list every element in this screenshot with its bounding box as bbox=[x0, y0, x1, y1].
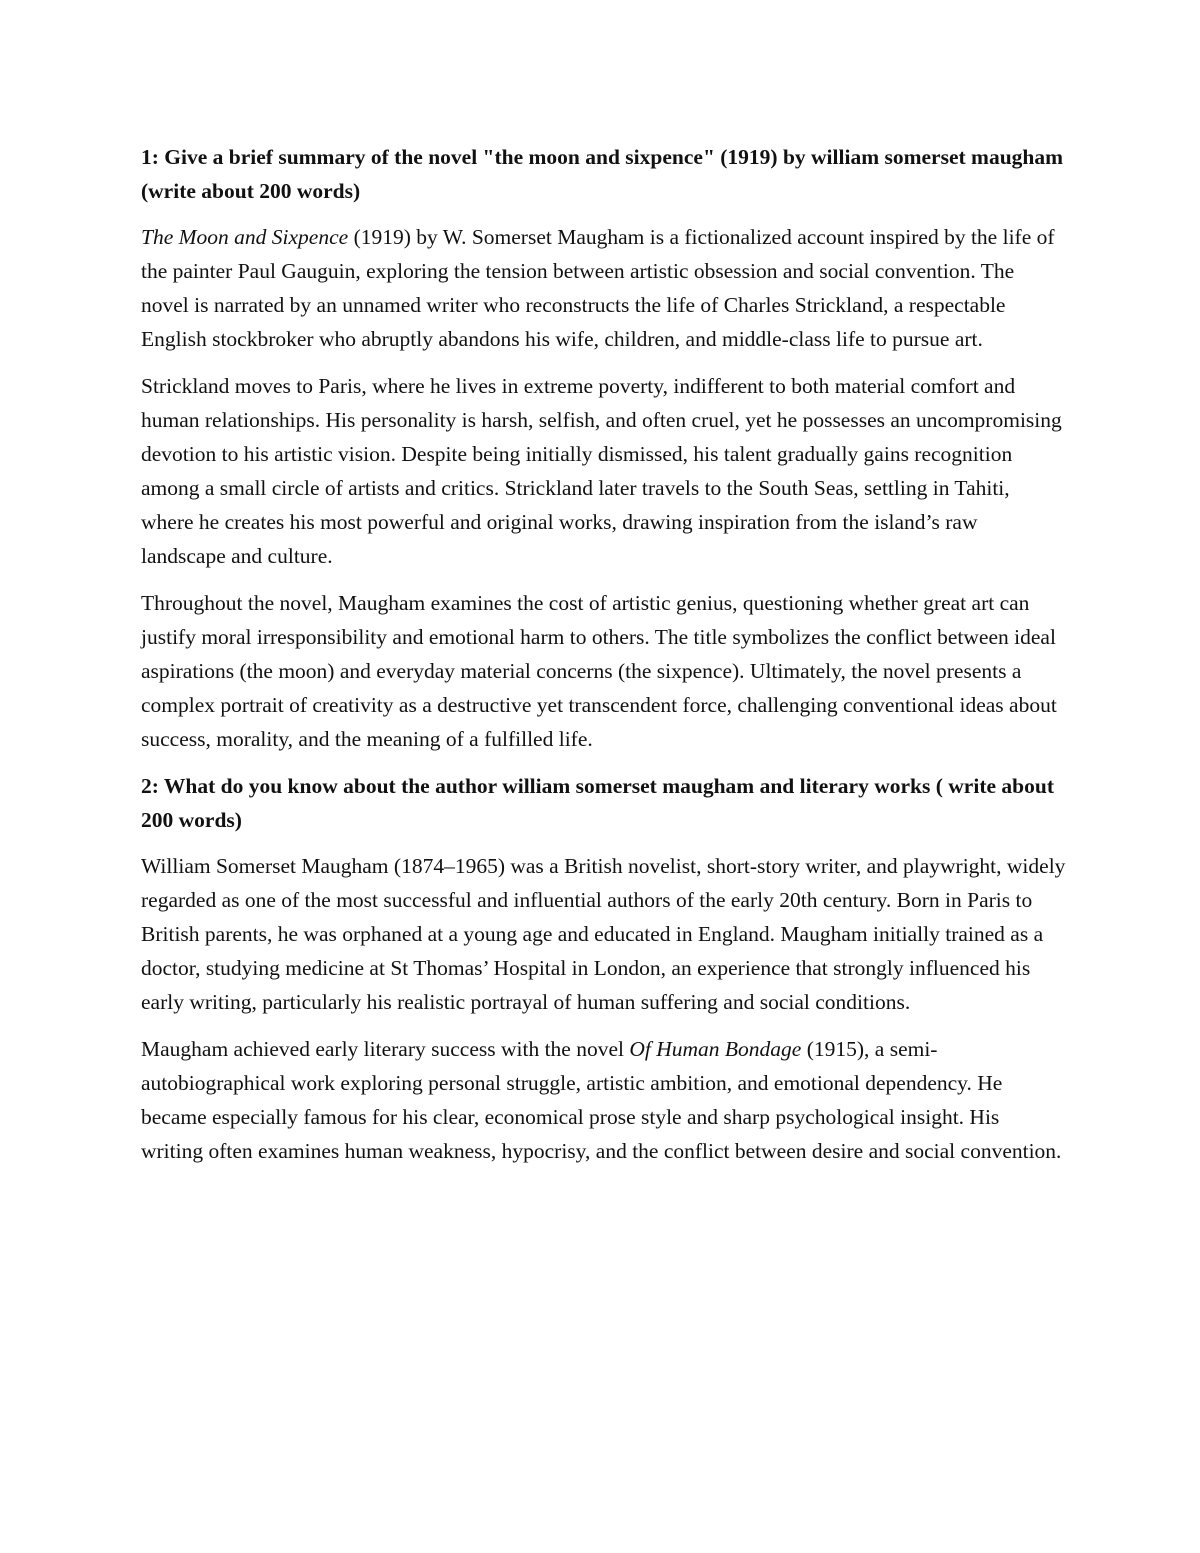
paragraph-text-before: Maugham achieved early literary success with the novel bbox=[141, 1037, 630, 1061]
novel-title: The Moon and Sixpence bbox=[141, 225, 349, 249]
question-2-paragraph-2 bbox=[141, 1032, 1066, 1168]
question-1-paragraph-2: Strickland moves to Paris, where he lives in extreme poverty, indifferent to both material comfort and human relationships. His personality is harsh, selfish, and often cruel, yet he possesses an uncompromising devotion to his artistic vision. Despite being initially dismissed, his talent gradually gains recognition among a small circle of artists and critics. Strickland later travels to the South Seas, settling in Tahiti, where he creates his most powerful and original works, drawing inspiration from the island’s raw landscape and culture. bbox=[141, 374, 1062, 568]
document-page bbox=[141, 140, 1066, 1181]
question-2-paragraph-1: William Somerset Maugham (1874–1965) was a British novelist, short-story writer, and playwright, widely regarded as one of the most successful and influential authors of the early 20th century. Born in Paris to British parents, he was orphaned at a young age and educated in England. Maugham initially trained as a doctor, studying medicine at St Thomas’ Hospital in London, an experience that strongly influenced his early writing, particularly his realistic portrayal of human suffering and social conditions. bbox=[141, 854, 1066, 1014]
paragraph-text-after: (1915), a semi-autobiographical work exploring personal struggle, artistic ambition, and emotional dependency. He became especially famous for his clear, economical prose style and sharp psychological insight. His writing often examines human weakness, hypocrisy, and the conflict between desire and social convention. bbox=[141, 1037, 1062, 1163]
paragraph-text: (1919) by W. Somerset Maugham is a fictionalized account inspired by the life of the painter Paul Gauguin, exploring the tension between artistic obsession and social convention. The novel is narrated by an unnamed writer who reconstructs the life of Charles Strickland, a respectable English stockbroker who abruptly abandons his wife, children, and middle-class life to pursue art. bbox=[141, 225, 1055, 351]
question-2-heading: 2: What do you know about the author william somerset maugham and literary works ( write about 200 words) bbox=[141, 774, 1054, 832]
question-1-heading: 1: Give a brief summary of the novel "the moon and sixpence" (1919) by william somerset maugham (write about 200 words) bbox=[141, 145, 1064, 203]
question-1-paragraph-3: Throughout the novel, Maugham examines the cost of artistic genius, questioning whether great art can justify moral irresponsibility and emotional harm to others. The title symbolizes the conflict between ideal aspirations (the moon) and everyday material concerns (the sixpence). Ultimately, the novel presents a complex portrait of creativity as a destructive yet transcendent force, challenging conventional ideas about success, morality, and the meaning of a fulfilled life. bbox=[141, 591, 1057, 751]
question-1-paragraph-1 bbox=[141, 220, 1066, 356]
novel-title: Of Human Bondage bbox=[629, 1037, 802, 1061]
